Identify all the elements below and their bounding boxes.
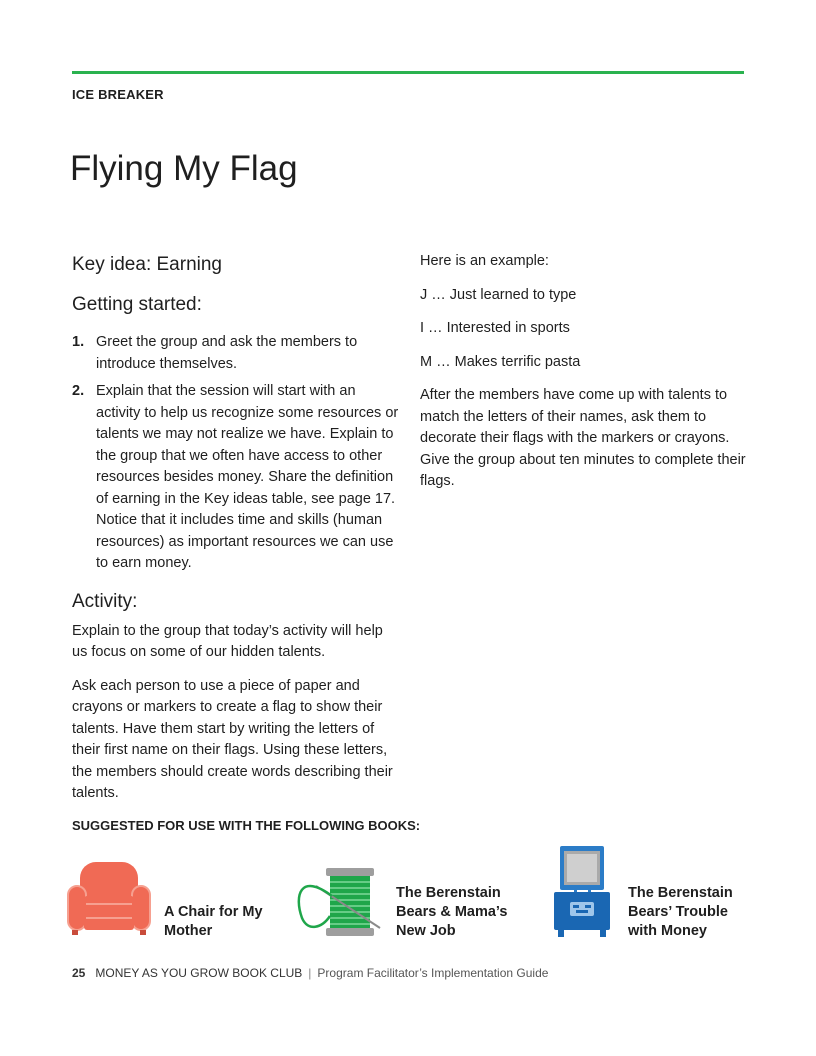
example-line: I … Interested in sports — [420, 320, 570, 336]
footer-separator: | — [308, 966, 312, 980]
header-rule — [72, 71, 744, 74]
section-label: ICE BREAKER — [72, 87, 164, 102]
example-intro: Here is an example: — [420, 253, 549, 269]
example-line: M … Makes terrific pasta — [420, 353, 581, 370]
activity-paragraph-1: Explain to the group that today’s activity will help us focus on some of our hidden talents. — [72, 622, 383, 660]
example-line: J … Just learned to type — [420, 286, 577, 303]
steps-list — [72, 332, 402, 575]
thread-spool-icon — [292, 866, 382, 938]
page-title: Flying My Flag — [70, 149, 298, 188]
right-column — [420, 251, 750, 505]
publication-name: MONEY AS YOU GROW BOOK CLUB — [95, 966, 303, 980]
activity-paragraph-2: Ask each person to use a piece of paper and crayons or markers to create a flag to show their talents. Have them start by writing the letters of their first name on their flags. Using these letters, the members should create words describing their talents. — [72, 677, 393, 801]
step-text: Explain that the session will start with an activity to help us recognize some resources or talents we may not realize we have. Explain to the group that we often have access to other resources besides money. Share the definition of earning in the Key ideas table, see page 17. Notice that it includes time and skills (human resources) as important resources we can use to earn money. — [96, 383, 399, 571]
step-number: 1. — [72, 334, 85, 350]
step-item — [72, 381, 402, 575]
book-title: The Berenstain Bears & Mama’s New Job — [396, 885, 508, 939]
book-title: The Berenstain Bears’ Trouble with Money — [628, 885, 733, 939]
page-footer — [72, 966, 548, 980]
left-column — [72, 252, 402, 817]
step-item — [72, 332, 402, 375]
books-label: SUGGESTED FOR USE WITH THE FOLLOWING BOOKS: — [72, 818, 421, 833]
arcade-machine-icon — [552, 844, 612, 938]
key-idea-heading: Key idea: Earning — [72, 254, 222, 275]
page-number: 25 — [72, 966, 86, 980]
book-title: A Chair for My Mother — [164, 904, 263, 939]
armchair-icon — [66, 860, 152, 936]
guide-name: Program Facilitator’s Implementation Guide — [317, 966, 549, 980]
activity-heading: Activity: — [72, 590, 138, 612]
step-text: Greet the group and ask the members to introduce themselves. — [96, 334, 358, 372]
activity-paragraph-3: After the members have come up with talents to match the letters of their names, ask them to decorate their flags with the markers or crayons. Give the group about ten minutes to complete their flags. — [420, 387, 746, 489]
getting-started-heading: Getting started: — [72, 294, 202, 315]
step-number: 2. — [72, 383, 85, 399]
